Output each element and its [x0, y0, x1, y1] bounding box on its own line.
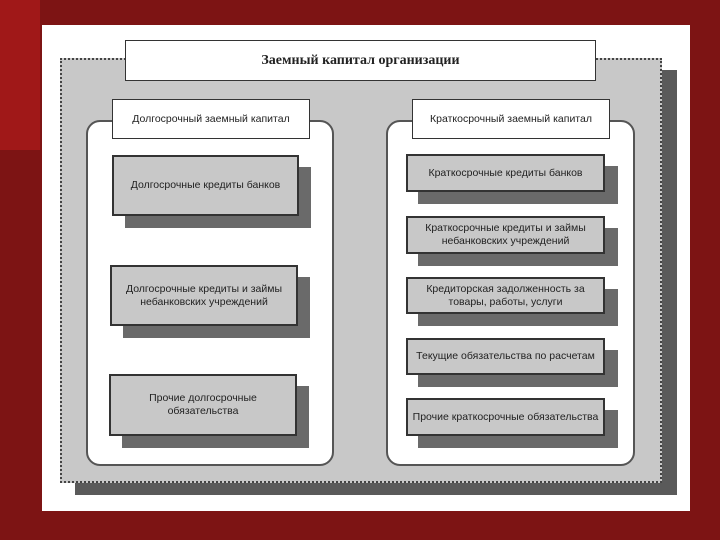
long-term-header: Долгосрочный заемный капитал	[112, 99, 310, 139]
long-term-item: Прочие долгосрочные обязательства	[109, 374, 297, 436]
short-term-item: Текущие обязательства по расчетам	[406, 338, 605, 375]
background-accent	[0, 0, 40, 150]
long-term-item: Долгосрочные кредиты и займы небанковских учреждений	[110, 265, 298, 326]
short-term-item: Краткосрочные кредиты банков	[406, 154, 605, 192]
short-term-item: Кредиторская задолженность за товары, работы, услуги	[406, 277, 605, 314]
diagram-title: Заемный капитал организации	[125, 40, 596, 81]
short-term-header: Краткосрочный заемный капитал	[412, 99, 610, 139]
short-term-item: Прочие краткосрочные обязательства	[406, 398, 605, 436]
long-term-item: Долгосрочные кредиты банков	[112, 155, 299, 216]
short-term-item: Краткосрочные кредиты и займы небанковских учреждений	[406, 216, 605, 254]
